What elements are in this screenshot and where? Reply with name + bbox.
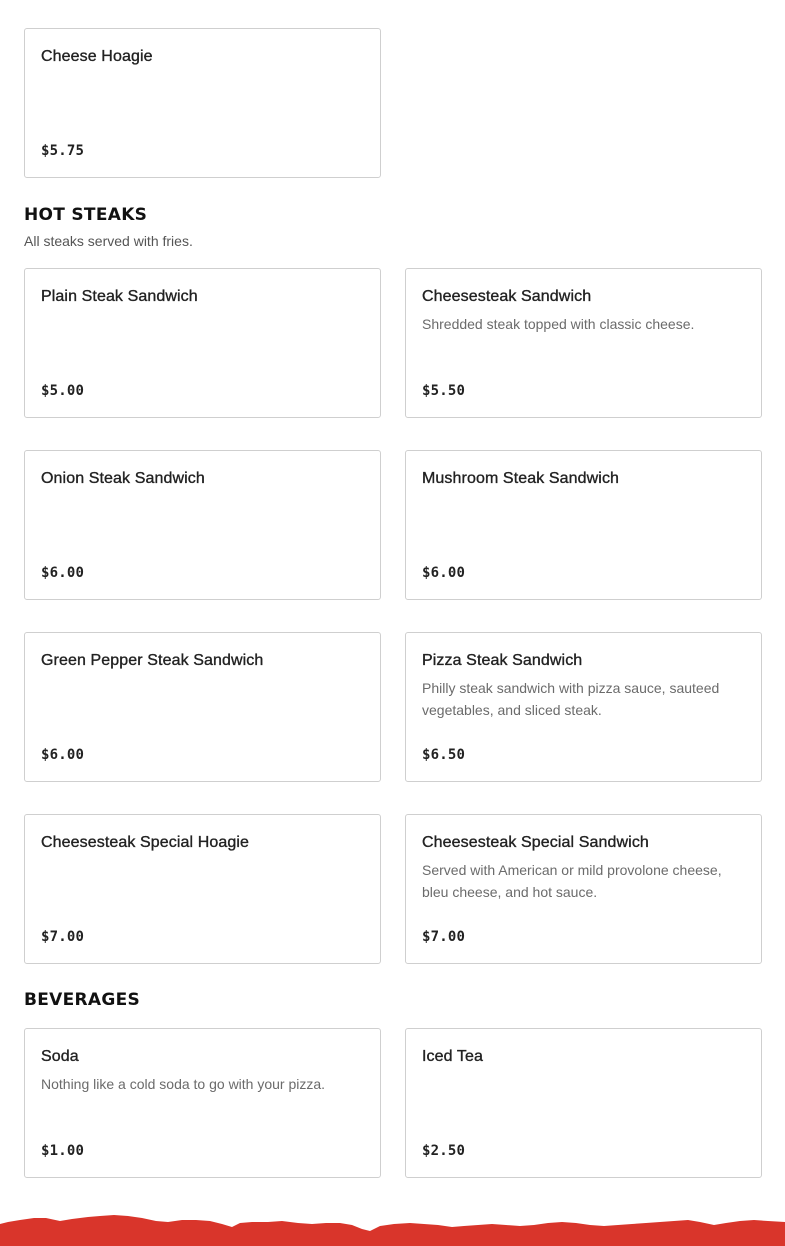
menu-item-name: Cheesesteak Special Sandwich (422, 834, 649, 851)
menu-item-description: Shredded steak topped with classic cheese. (422, 316, 695, 332)
menu-item-name: Onion Steak Sandwich (41, 470, 205, 487)
menu-item-description: Served with American or mild provolone cheese, bleu cheese, and hot sauce. (422, 862, 722, 900)
menu-item-card[interactable] (24, 632, 381, 782)
menu-item-card[interactable] (405, 1028, 762, 1178)
menu-item-price: $5.00 (41, 383, 85, 399)
menu-item-card[interactable] (405, 632, 762, 782)
menu-item-price: $7.00 (422, 929, 466, 945)
menu-item-price: $6.50 (422, 747, 466, 763)
section-title-hot-steaks: HOT STEAKS (24, 205, 148, 225)
menu-item-name: Mushroom Steak Sandwich (422, 470, 620, 487)
menu-item-name: Cheese Hoagie (41, 48, 153, 65)
menu-item-description: Philly steak sandwich with pizza sauce, sauteed vegetables, and sliced steak. (422, 680, 720, 718)
menu-item-price: $6.00 (41, 565, 85, 581)
menu-item-card[interactable] (405, 814, 762, 964)
menu-item-card[interactable] (24, 268, 381, 418)
menu-item-name: Cheesesteak Sandwich (422, 288, 592, 305)
footer-band-shape (0, 1215, 785, 1246)
menu-item-price: $1.00 (41, 1143, 85, 1159)
menu-item-description: Nothing like a cold soda to go with your pizza. (41, 1076, 326, 1092)
menu-item-name: Pizza Steak Sandwich (422, 652, 583, 669)
menu-item-name: Green Pepper Steak Sandwich (41, 652, 264, 669)
menu-item-card[interactable] (24, 1028, 381, 1178)
menu-item-price: $7.00 (41, 929, 85, 945)
section-note-hot-steaks: All steaks served with fries. (24, 233, 193, 249)
menu-item-card[interactable] (24, 450, 381, 600)
menu-item-price: $5.75 (41, 143, 85, 159)
menu-item-card[interactable] (405, 268, 762, 418)
menu-item-price: $5.50 (422, 383, 466, 399)
section-title-beverages: BEVERAGES (24, 990, 141, 1010)
torn-footer-band (0, 1212, 785, 1246)
menu-item-name: Cheesesteak Special Hoagie (41, 834, 250, 851)
menu-item-name: Soda (41, 1048, 79, 1065)
menu-item-card[interactable] (24, 28, 381, 178)
menu-item-name: Iced Tea (422, 1048, 483, 1065)
menu-item-price: $6.00 (422, 565, 466, 581)
menu-item-price: $6.00 (41, 747, 85, 763)
menu-item-card[interactable] (24, 814, 381, 964)
menu-item-name: Plain Steak Sandwich (41, 288, 198, 305)
menu-item-price: $2.50 (422, 1143, 466, 1159)
menu-item-card[interactable] (405, 450, 762, 600)
